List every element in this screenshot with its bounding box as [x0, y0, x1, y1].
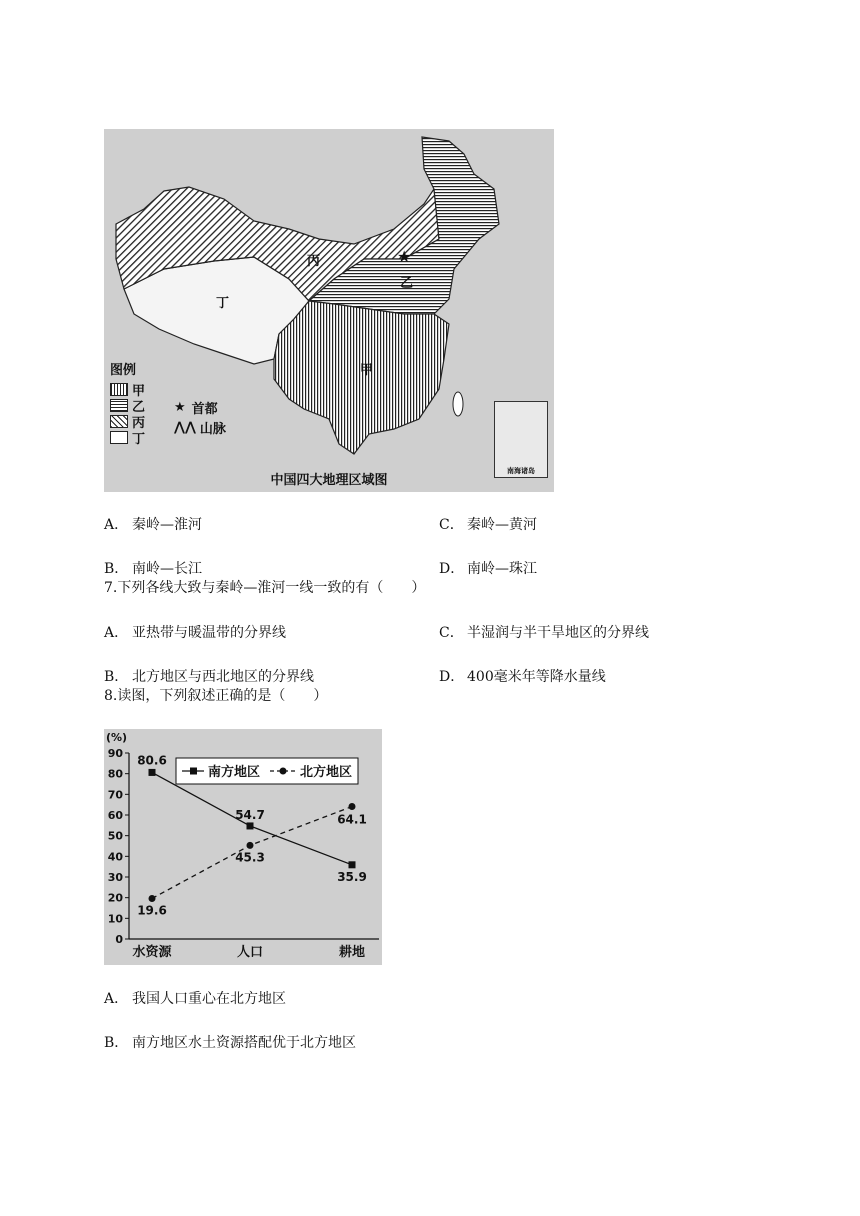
- y-tick-label: 30: [107, 871, 123, 884]
- q6-option-d[interactable]: D． 南岭—珠江: [439, 561, 537, 577]
- legend-item-yi: 乙: [110, 397, 145, 413]
- china-regions-map: [104, 129, 554, 492]
- y-tick-label: 90: [107, 747, 123, 760]
- legend-north-marker-icon: [280, 768, 287, 775]
- map-legend-symbols: [174, 399, 226, 435]
- q6-option-c[interactable]: C． 秦岭—黄河: [439, 517, 537, 533]
- legend-south-label: 南方地区: [208, 765, 261, 780]
- q6-option-a[interactable]: A． 秦岭—淮河: [104, 517, 202, 533]
- legend-north-label: 北方地区: [300, 765, 353, 780]
- chart-legend: [176, 758, 358, 784]
- pattern-yi-icon: [110, 399, 128, 412]
- chart-unit-label: (%): [106, 731, 128, 744]
- point-marker-south: [149, 769, 156, 776]
- q7-option-a[interactable]: A． 亚热带与暖温带的分界线: [104, 625, 286, 641]
- q7-option-d[interactable]: D． 400毫米年等降水量线: [439, 669, 606, 685]
- q8-option-b[interactable]: B． 南方地区水土资源搭配优于北方地区: [104, 1035, 356, 1051]
- map-title: 中国四大地理区域图: [270, 473, 388, 488]
- legend-mountain: ⋀⋀ 山脉: [174, 419, 226, 437]
- x-tick-label: 耕地: [338, 945, 366, 960]
- legend-capital: ★ 首都: [174, 399, 218, 417]
- point-marker-north: [349, 803, 356, 810]
- inset-label: 南海诸岛: [507, 467, 535, 475]
- x-tick-label: 人口: [236, 945, 264, 960]
- y-tick-label: 60: [107, 809, 123, 822]
- capital-star-icon: ★: [397, 247, 412, 266]
- x-tick-label: 水资源: [132, 945, 172, 960]
- region-label-yi: 乙: [400, 276, 414, 291]
- point-marker-north: [149, 895, 156, 902]
- south-china-sea-inset: [494, 401, 548, 478]
- y-tick-label: 10: [107, 912, 123, 926]
- legend-item-ding: 丁: [110, 429, 145, 445]
- q8-option-a[interactable]: A． 我国人口重心在北方地区: [104, 991, 286, 1007]
- data-label: 80.6: [137, 753, 167, 768]
- star-icon: ★: [174, 399, 186, 415]
- legend-item-jia: 甲: [110, 381, 145, 397]
- legend-title: 图例: [110, 363, 137, 378]
- map-drawing: [104, 129, 554, 492]
- y-tick-label: 0: [115, 933, 123, 946]
- q6-option-b[interactable]: B． 南岭—长江: [104, 561, 202, 577]
- q7-option-c[interactable]: C． 半湿润与半干旱地区的分界线: [439, 625, 649, 641]
- y-tick-label: 70: [107, 788, 123, 802]
- y-tick-label: 80: [107, 767, 123, 781]
- pattern-ding-icon: [110, 431, 128, 444]
- data-label: 35.9: [337, 869, 367, 884]
- q7-stem: 7.下列各线大致与秦岭—淮河一线一致的有（ ）: [104, 580, 426, 596]
- resources-line-chart: [104, 729, 382, 965]
- region-label-ding: 丁: [216, 296, 230, 311]
- q8-stem: 8.读图，下列叙述正确的是（ ）: [104, 688, 328, 704]
- y-tick-label: 20: [107, 891, 123, 905]
- legend-item-bing: 丙: [110, 413, 145, 429]
- pattern-bing-icon: [110, 415, 128, 428]
- mountain-icon: ⋀⋀: [174, 419, 196, 435]
- region-label-bing: 丙: [307, 254, 321, 269]
- region-label-jia: 甲: [360, 363, 374, 378]
- point-marker-north: [247, 842, 254, 849]
- chart-svg: [104, 729, 382, 965]
- data-label: 19.6: [137, 903, 167, 918]
- data-label: 54.7: [235, 807, 265, 822]
- data-label: 45.3: [235, 850, 265, 865]
- q7-option-b[interactable]: B． 北方地区与西北地区的分界线: [104, 669, 314, 685]
- legend-south-marker-icon: [190, 768, 197, 775]
- point-marker-south: [349, 861, 356, 868]
- data-label: 64.1: [337, 812, 367, 827]
- pattern-jia-icon: [110, 383, 128, 396]
- y-tick-label: 50: [107, 829, 123, 843]
- point-marker-south: [247, 822, 254, 829]
- y-tick-label: 40: [107, 850, 123, 864]
- map-legend: [110, 359, 145, 445]
